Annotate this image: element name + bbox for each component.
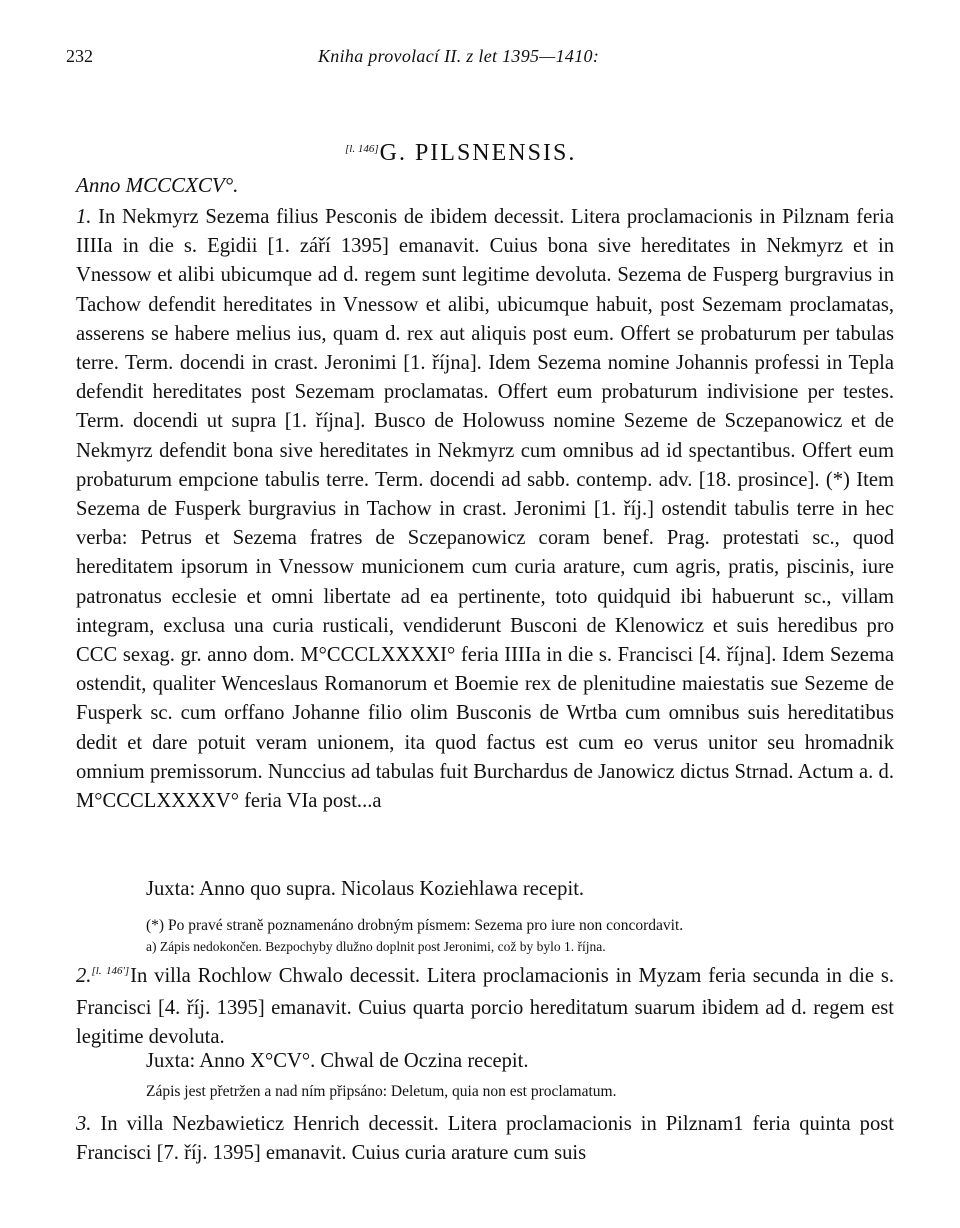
entry-3-text	[76, 1110, 894, 1168]
entry-number: 1.	[76, 206, 92, 228]
page-number: 232	[66, 46, 93, 66]
entry-1-juxta: Juxta: Anno quo supra. Nicolaus Koziehlawa recepit.	[146, 878, 585, 900]
section-title-text: G. PILSNENSIS.	[379, 140, 577, 166]
year-heading: Anno MCCCXCV°.	[76, 173, 239, 197]
entry-2-note: Zápis jest přetržen a nad ním připsáno: Deletum, quia non est proclamatum.	[146, 1083, 617, 1100]
entry-body: In villa Nezbawieticz Henrich decessit. Litera proclamacionis in Pilznam1 feria quinta post Francisci [7. říj. 1395] emanavit. Cuius curia arature cum suis	[76, 1113, 894, 1165]
entry-1-footnote-a: a) Zápis nedokončen. Bezpochyby dlužno doplnit post Jeronimi, což by bylo 1. října.	[146, 939, 606, 954]
entry-body: In Nekmyrz Sezema filius Pesconis de ibidem decessit. Litera proclamacionis in Pilznam feria IIIIa in die s. Egidii [1. září 1395] emanavit. Cuius bona sive hereditates in Nekmyrz et in Vnessow et alibi ubicumque ad d. regem sunt legitime devoluta. Sezema de Fusperg burgravius in Tachow defendit hereditates in Vnessow et alibi, ubicumque habuit, post Sezemam proclamatas, asserens se habere melius ius, quam d. rex aut aliquis post eum. Offert se probaturum per tabulas terre. Term. docendi in crast. Jeronimi [1. října]. Idem Sezema nomine Johannis professi in Tepla defendit hereditates post Sezemam proclamatas. Offert eum probaturum indivisione per testes. Term. docendi ut supra [1. října]. Busco de Holowuss nomine Sezeme de Sczepanowicz et de Nekmyrz defendit bona sive hereditates in Nekmyrz cum omnibus ad id spectantibus. Offert eum probaturum empcione tabulis terre. Term. docendi ad sabb. contemp. adv. [18. prosince]. (*) Item Sezema de Fusperk burgravius in Tachow in crast. Jeronimi [1. říj.] ostendit tabulis terre in hec verba: Petrus et Sezema fratres de Sczepanowicz coram benef. Prag. protestati sc., quod hereditatem ipsorum in Vnessow municionem cum curia arature, cum agris, pratis, piscinis, iure patronatus ecclesie et omni libertate ad ea pertinente, toto quidquid ibi habuerunt sc., villam integram, exclusa una curia rusticali, vendiderunt Busconi de Klenowicz et suis heredibus pro CCC sexag. gr. anno dom. M°CCCLXXXXI° feria IIIIa in die s. Francisci [4. října]. Idem Sezema ostendit, qualiter Wenceslaus Romanorum et Boemie rex de plenitudine maiestatis sue Sezeme de Fusperk sc. cum orffano Johanne filio olim Busconis de Wrtba cum omnibus suis hereditatibus dedit et dare potuit veram unionem, ita quod factus est cum eo verus unitor seu hromadnik omnium premissorum. Nunccius ad tabulas fuit Burchardus de Janowicz dictus Strnad. Actum a. d. M°CCCLXXXXV° feria VIa post...a	[76, 206, 894, 813]
folio-marker: [l. 146]	[345, 143, 379, 155]
entry-1-footnote-star: (*) Po pravé straně poznamenáno drobným písmem: Sezema pro iure non concordavit.	[146, 917, 684, 934]
folio-marker: [l. 146']	[91, 965, 130, 977]
entry-2-text	[76, 962, 894, 1053]
entry-2-juxta: Juxta: Anno X°CV°. Chwal de Oczina recepit.	[146, 1050, 529, 1072]
entry-number: 3.	[76, 1113, 92, 1135]
running-title: Kniha provolací II. z let 1395—1410:	[318, 46, 600, 66]
entry-body: In villa Rochlow Chwalo decessit. Litera proclamacionis in Myzam feria secunda in die s. Francisci [4. říj. 1395] emanavit. Cuius quarta porcio hereditatum suarum ibidem ad d. regem est legitime devoluta.	[76, 965, 894, 1049]
section-heading	[345, 140, 576, 167]
entry-number: 2.	[76, 965, 92, 987]
entry-1-text	[76, 203, 894, 816]
